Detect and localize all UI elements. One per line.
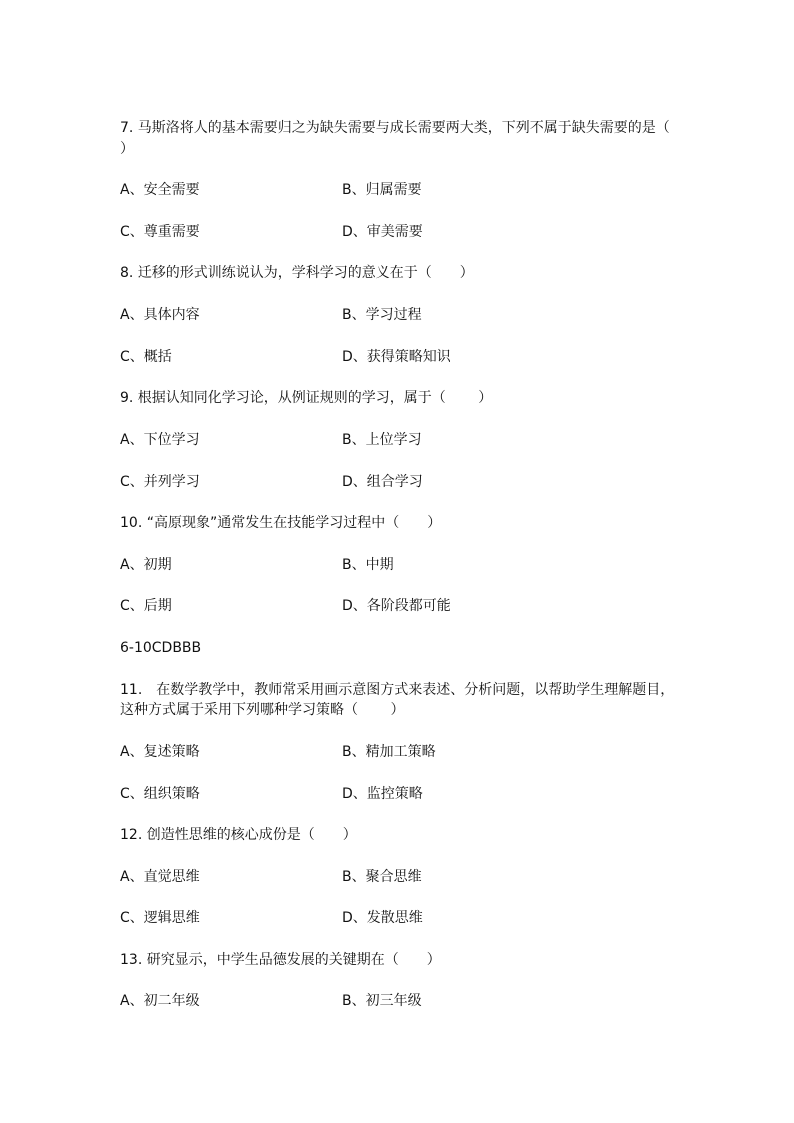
question-12-option-a: A、直觉思维 [120, 869, 200, 885]
question-8-option-c: C、概括 [120, 349, 172, 365]
question-12-option-b: B、聚合思维 [342, 869, 422, 885]
question-7-option-b: B、归属需要 [342, 182, 422, 198]
question-10-option-a: A、初期 [120, 557, 172, 573]
question-10-stem: 10. “高原现象”通常发生在技能学习过程中（ ） [120, 515, 442, 531]
question-10-option-d: D、各阶段都可能 [342, 598, 451, 614]
question-11-option-a: A、复述策略 [120, 744, 200, 760]
question-8-stem: 8. 迁移的形式训练说认为，学科学习的意义在于（ ） [120, 265, 474, 281]
question-9-option-c: C、并列学习 [120, 474, 200, 490]
question-8-option-b: B、学习过程 [342, 307, 422, 323]
question-13-option-b: B、初三年级 [342, 993, 422, 1009]
question-13-stem: 13. 研究显示，中学生品德发展的关键期在（ ） [120, 952, 441, 968]
question-13-option-a: A、初二年级 [120, 993, 200, 1009]
question-12-option-d: D、发散思维 [342, 910, 423, 926]
question-9-option-d: D、组合学习 [342, 474, 423, 490]
question-12-stem: 12. 创造性思维的核心成份是（ ） [120, 827, 357, 843]
question-7-stem-line-1: 7. 马斯洛将人的基本需要归之为缺失需要与成长需要两大类，下列不属于缺失需要的是（ [120, 120, 670, 136]
question-11-stem-line-1: 11. 在数学教学中，教师常采用画示意图方式来表述、分析问题，以帮助学生理解题目， [120, 682, 675, 698]
question-7-stem-line-2: ） [120, 141, 134, 157]
question-11-option-b: B、精加工策略 [342, 744, 436, 760]
question-9-option-a: A、下位学习 [120, 432, 200, 448]
question-11-option-d: D、监控策略 [342, 786, 423, 802]
question-9-option-b: B、上位学习 [342, 432, 422, 448]
question-8-option-d: D、获得策略知识 [342, 349, 451, 365]
question-10-option-b: B、中期 [342, 557, 394, 573]
question-7-option-d: D、审美需要 [342, 224, 423, 240]
answer-key: 6-10CDBBB [120, 640, 202, 656]
question-11-stem-line-2: 这种方式属于采用下列哪种学习策略（ ） [120, 702, 405, 718]
question-7-option-a: A、安全需要 [120, 182, 200, 198]
question-9-stem: 9. 根据认知同化学习论，从例证规则的学习，属于（ ） [120, 390, 493, 406]
question-11-option-c: C、组织策略 [120, 786, 200, 802]
question-7-option-c: C、尊重需要 [120, 224, 200, 240]
question-8-option-a: A、具体内容 [120, 307, 200, 323]
question-10-option-c: C、后期 [120, 598, 172, 614]
question-12-option-c: C、逻辑思维 [120, 910, 200, 926]
